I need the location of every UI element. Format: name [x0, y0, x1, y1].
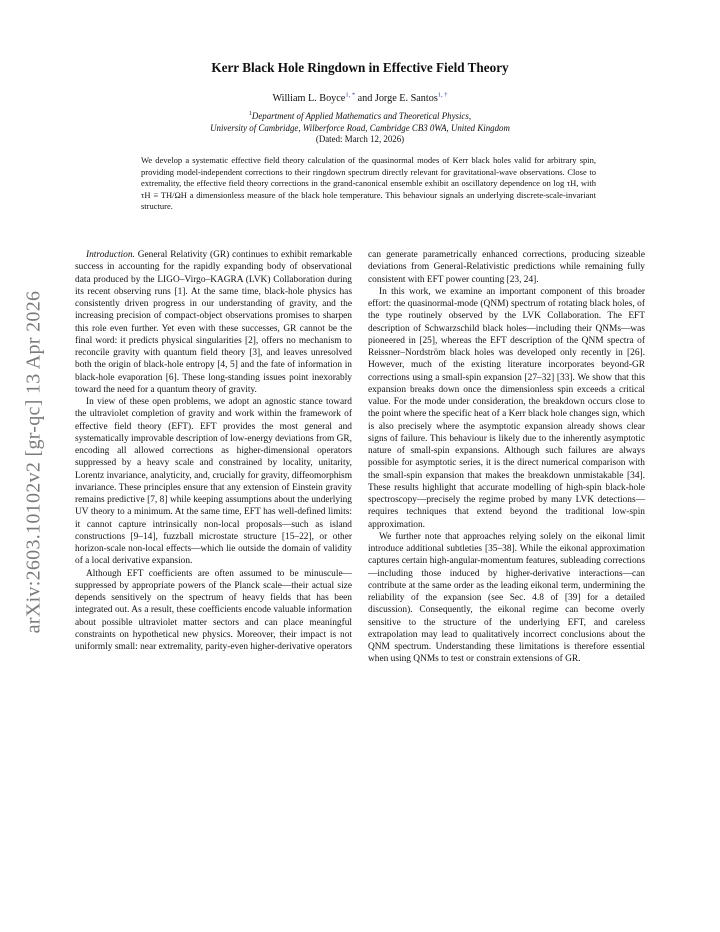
affiliation-line-1: Department of Applied Mathematics and Theoretical Physics, [251, 111, 472, 121]
eikonal-paragraph: We further note that approaches relying solely on the eikonal limit introduce additional subtleties [35–38]. While the eikonal approximation captures certain high-angular-momentum features, subleading corrections—including those induced by higher-derivative interactions—can contribute at the same order as the leading eikonal term, undermining the reliability of the expansion (see Sec. 4.8 of [39] for a detailed discussion). Consequently, the eikonal regime can become overly sensitive to the structure of the underlying EFT, and careless extrapolation may lead to qualitatively incorrect conclusions about the QNM spectrum. Understanding these limitations is therefore essential when using QNMs to test or constrain extensions of GR. [368, 531, 645, 665]
arxiv-id-text: arXiv:2603.10102v2 [gr-qc] 13 Apr 2026 [22, 290, 45, 634]
work-paragraph: In this work, we examine an important component of this broader effort: the quasinormal-mode (QNM) spectrum of rotating black holes, of the type routinely observed by the LVK Collaboration. The EFT description of Schwarzschild black holes—including their QNMs—was pioneered in [25], whereas the EFT description of the QNM spectra of Reissner–Nordström black holes was developed only recently in [26]. However, much of the existing literature incorporates beyond-GR corrections using a small-spin expansion [27–32] [33]. We show that this expansion breaks down once the dimensionless spin exceeds a critical value. For the mode under consideration, the breakdown occurs close to the point where the specific heat of a Kerr black hole changes sign, which is also precisely where the asymptotic expansion already shows clear signs of failure. This behaviour is likely due to the inherently asymptotic nature of small-spin expansions. Although such failures are always possible for asymptotic series, it is the direct numerical comparison with the small-spin expansion that makes the breakdown unmistakable [34]. These results highlight that accurate modelling of high-spin black-hole spectroscopy—precisely the regime probed by many LVK detections—requires techniques that extend beyond the traditional low-spin approximation. [368, 286, 645, 530]
intro-paragraph-3: Although EFT coefficients are often assumed to be minuscule—suppressed by appropriate powers of the Planck scale—their actual size depends sensitively on the spectrum of heavy fields that has been integrated out. As a result, these coefficients encode valuable information about possible ultraviolet matter sectors and can place meaningful constraints on hypothetical new physics. Moreover, their impact is not uniformly small: near extremality, parity-even higher-derivative operators [75, 568, 352, 652]
author-conjunction: and [355, 93, 375, 104]
left-column [75, 249, 352, 653]
intro-paragraph-2: In view of these open problems, we adopt an agnostic stance toward the ultraviolet completion of gravity and work within the framework of effective field theory (EFT). EFT provides the most general and systematically improvable description of low-energy deviations from GR, encoding all allowed corrections as higher-dimensional operators suppressed by a heavy scale and constrained by locality, unitarity, Lorentz invariance, analyticity, and, crucially for gravity, diffeomorphism invariance. These principles ensure that any extension of Einstein gravity remains predictive [7, 8] while keeping assumptions about the underlying UV theory to a minimum. At the same time, EFT has well-defined limits: it cannot capture intrinsically non-local proposals—such as island constructions [9–14], fuzzball microstate structure [15–22], or other horizon-scale non-local effects—which lie outside the domain of validity of a local derivative expansion. [75, 397, 352, 567]
arxiv-identifier [14, 262, 54, 662]
section-lead: Introduction. [86, 250, 135, 260]
author-line [0, 93, 720, 104]
author-2-mark[interactable]: 1, † [437, 91, 448, 99]
right-column [368, 249, 645, 666]
abstract: We develop a systematic effective field theory calculation of the quasinormal modes of Kerr black holes valid for arbitrary spin, providing model-independent corrections to their ringdown spectrum directly relevant for gravitational-wave observations. Close to extremality, the effective field theory corrections in the grand-canonical ensemble exhibit an oscillatory dependence on log τH, with τH ≡ TH/ΩH a dimensionless measure of the black hole temperature. This behaviour signals an underlying discrete-scale-invariant structure. [141, 155, 596, 212]
paper-title: Kerr Black Hole Ringdown in Effective Field Theory [211, 60, 509, 75]
author-2: Jorge E. Santos [374, 93, 438, 104]
author-1-mark[interactable]: 1, * [345, 91, 356, 99]
affiliation [0, 110, 720, 134]
author-1: William L. Boyce [272, 93, 346, 104]
affiliation-line-2: University of Cambridge, Wilberforce Road, Cambridge CB3 0WA, United Kingdom [210, 123, 510, 133]
intro-paragraph-1 [75, 249, 352, 396]
date-line: (Dated: March 12, 2026) [315, 134, 405, 144]
continued-paragraph: can generate parametrically enhanced corrections, producing sizeable deviations from General-Relativistic predictions while remaining fully consistent with EFT power counting [23, 24]. [368, 250, 645, 285]
paragraph-text: General Relativity (GR) continues to exhibit remarkable success in accounting for the rapidly expanding body of observational data produced by the LIGO–Virgo–KAGRA (LVK) Collaboration during its recent observing runs [1]. At the same time, black-hole physics has consistently driven progress in our understanding of gravity, and the increasing precision of compact-object observations promises to sharpen this role even further. Yet even with these successes, GR cannot be the final word: it predicts physical singularities [2], offers no mechanism to reconcile gravity with quantum field theory [3], and leaves unresolved both the origin of black-hole entropy [4, 5] and the fate of information in black-hole evaporation [6]. These long-standing issues point inexorably toward the need for a quantum theory of gravity. [75, 250, 352, 395]
affiliation-mark: 1 [248, 111, 252, 118]
